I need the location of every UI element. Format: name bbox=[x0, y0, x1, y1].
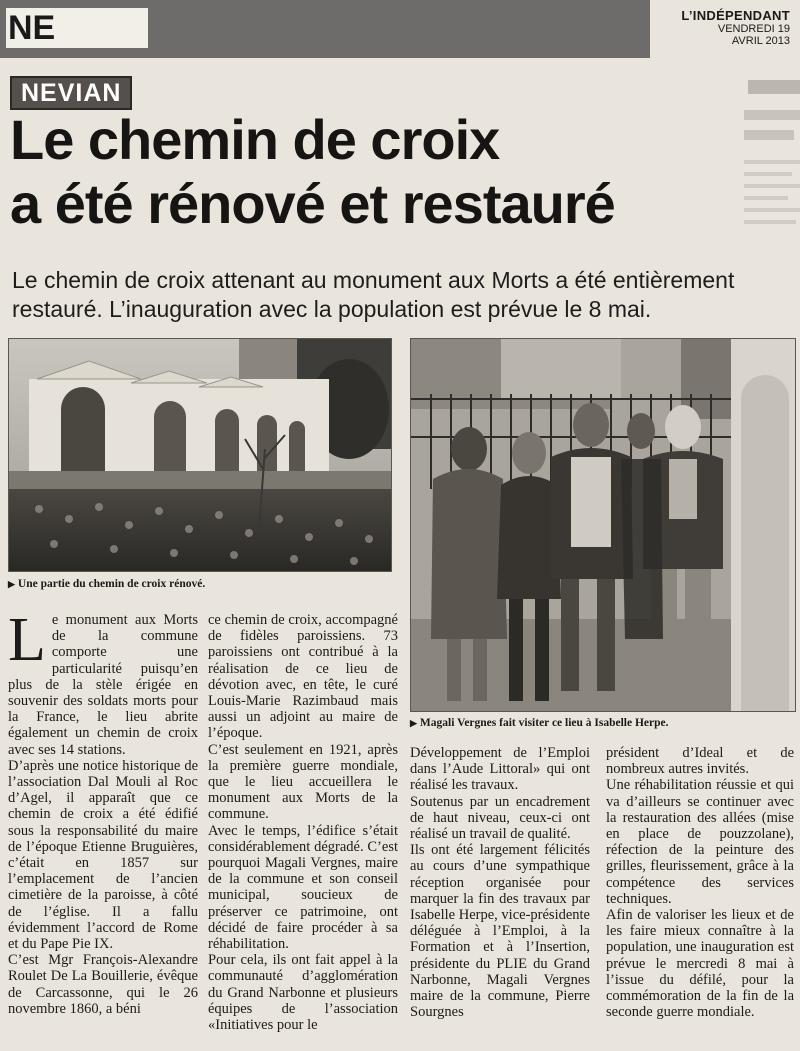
photo-visit-group bbox=[410, 338, 796, 712]
caption-left-text: Une partie du chemin de croix rénové. bbox=[17, 578, 206, 590]
col4-paragraph-3: Afin de valoriser les lieux et de les faire mieux connaître à la population, une inauguration est prévue le mercredi 8 mai à l’issue du défilé, pour la commémoration de la fin de la seconde guerre mondiale. bbox=[606, 907, 794, 1021]
article-column-4 bbox=[606, 745, 794, 1020]
col2-paragraph-3: Avec le temps, l’édifice s’était considérablement dégradé. C’est pourquoi Magali Vergnes, maire de la commune et son conseil municipal, soucieux de préserver ce patrimoine, ont décidé de faire procéder à sa réhabilitation. bbox=[208, 822, 398, 953]
col2-paragraph-2: C’est seulement en 1921, après la première guerre mondiale, que le lieu accueillera le monument aux Morts de la commune. bbox=[208, 741, 398, 823]
date-line-2: AVRIL 2013 bbox=[731, 35, 790, 47]
col3-paragraph-2: Soutenus par un encadrement de haut niveau, ceux-ci ont réalisé un travail de qualité. bbox=[410, 793, 590, 843]
caption-arrow-icon: ▶ bbox=[8, 579, 15, 589]
photo-caption-right bbox=[410, 716, 794, 730]
section-tag: NE bbox=[6, 8, 148, 48]
col1-paragraph-2: D’après une notice historique de l’association Dal Mouli al Roc d’Agel, il apparaît que ce chemin de croix a été édifié sous la responsabilité du maire de l’époque Etienne Bruguières, c’était en 1857 sur l’emplacement de l’ancien cimetière de la paroisse, à côté de l’église. Il a fallu évidemment l’accord de Rome et du Pape Pie IX. bbox=[8, 757, 198, 953]
article-column-1 bbox=[8, 606, 198, 1017]
col3-paragraph-1: Développement de l’Emploi dans l’Aude Littoral» qui ont réalisé les travaux. bbox=[410, 745, 590, 794]
paper-name: L’INDÉPENDANT bbox=[681, 8, 790, 23]
caption-arrow-icon: ▶ bbox=[410, 718, 417, 728]
drop-cap: L bbox=[8, 606, 46, 674]
col1-paragraph-1: e monument aux Morts de la commune comporte une particularité puisqu’en plus de la stèle érigée en souvenir des soldats morts pour la France, le lieu abrite également un chemin de croix avec ses 14 stations. bbox=[8, 612, 198, 758]
article-column-2 bbox=[208, 612, 398, 1033]
photo-caption-left bbox=[8, 577, 390, 591]
col4-paragraph-2: Une réhabilitation réussie et qui va d’ailleurs se continuer avec la restauration des allées (mise en place de pouzzolane), réfection de la peinture des grilles, fleurissement, grâce à la compétence des services techniques. bbox=[606, 777, 794, 907]
headline-line-1: Le chemin de croix bbox=[10, 108, 500, 171]
photo-stations-of-the-cross bbox=[8, 338, 392, 572]
date-line-1: VENDREDI 19 bbox=[717, 23, 790, 35]
col1-paragraph-3: C’est Mgr François-Alexandre Roulet De La Bouillerie, évêque de Carcassonne, qui le 26 novembre 1860, a béni bbox=[8, 952, 198, 1017]
caption-right-text: Magali Vergnes fait visiter ce lieu à Isabelle Herpe. bbox=[419, 717, 669, 729]
masthead bbox=[650, 0, 800, 58]
headline-line-2: a été rénové et restauré bbox=[10, 172, 615, 235]
article-headline bbox=[10, 108, 750, 236]
article-column-3 bbox=[410, 745, 590, 1020]
col2-paragraph-4: Pour cela, ils ont fait appel à la communauté d’agglomération du Grand Narbonne et plusieurs équipes de l’association «Initiatives pour le bbox=[208, 952, 398, 1034]
col3-paragraph-3: Ils ont été largement félicités au cours d’une sympathique réception organisée pour marquer la fin des travaux par Isabelle Herpe, vice-présidente déléguée à l’Emploi, à la Formation et à l’Insertion, présidente du PLIE du Grand Narbonne, Magali Vergnes maire de la commune, Pierre Sourgnes bbox=[410, 842, 590, 1021]
article-lead: Le chemin de croix attenant au monument aux Morts a été entièrement restauré. L’inauguration avec la population est prévue le 8 mai. bbox=[12, 267, 735, 322]
article-kicker: NEVIAN bbox=[10, 76, 132, 110]
col2-paragraph-1: ce chemin de croix, accompagné de fidèles paroissiens. 73 paroissiens ont contribué à la réalisation de ce lieu de dévotion avec, en tête, le curé Louis-Marie Razimbaud mais aussi un adjoint au maire de l’époque. bbox=[208, 612, 398, 742]
col4-paragraph-1: président d’Ideal et de nombreux autres invités. bbox=[606, 745, 794, 778]
